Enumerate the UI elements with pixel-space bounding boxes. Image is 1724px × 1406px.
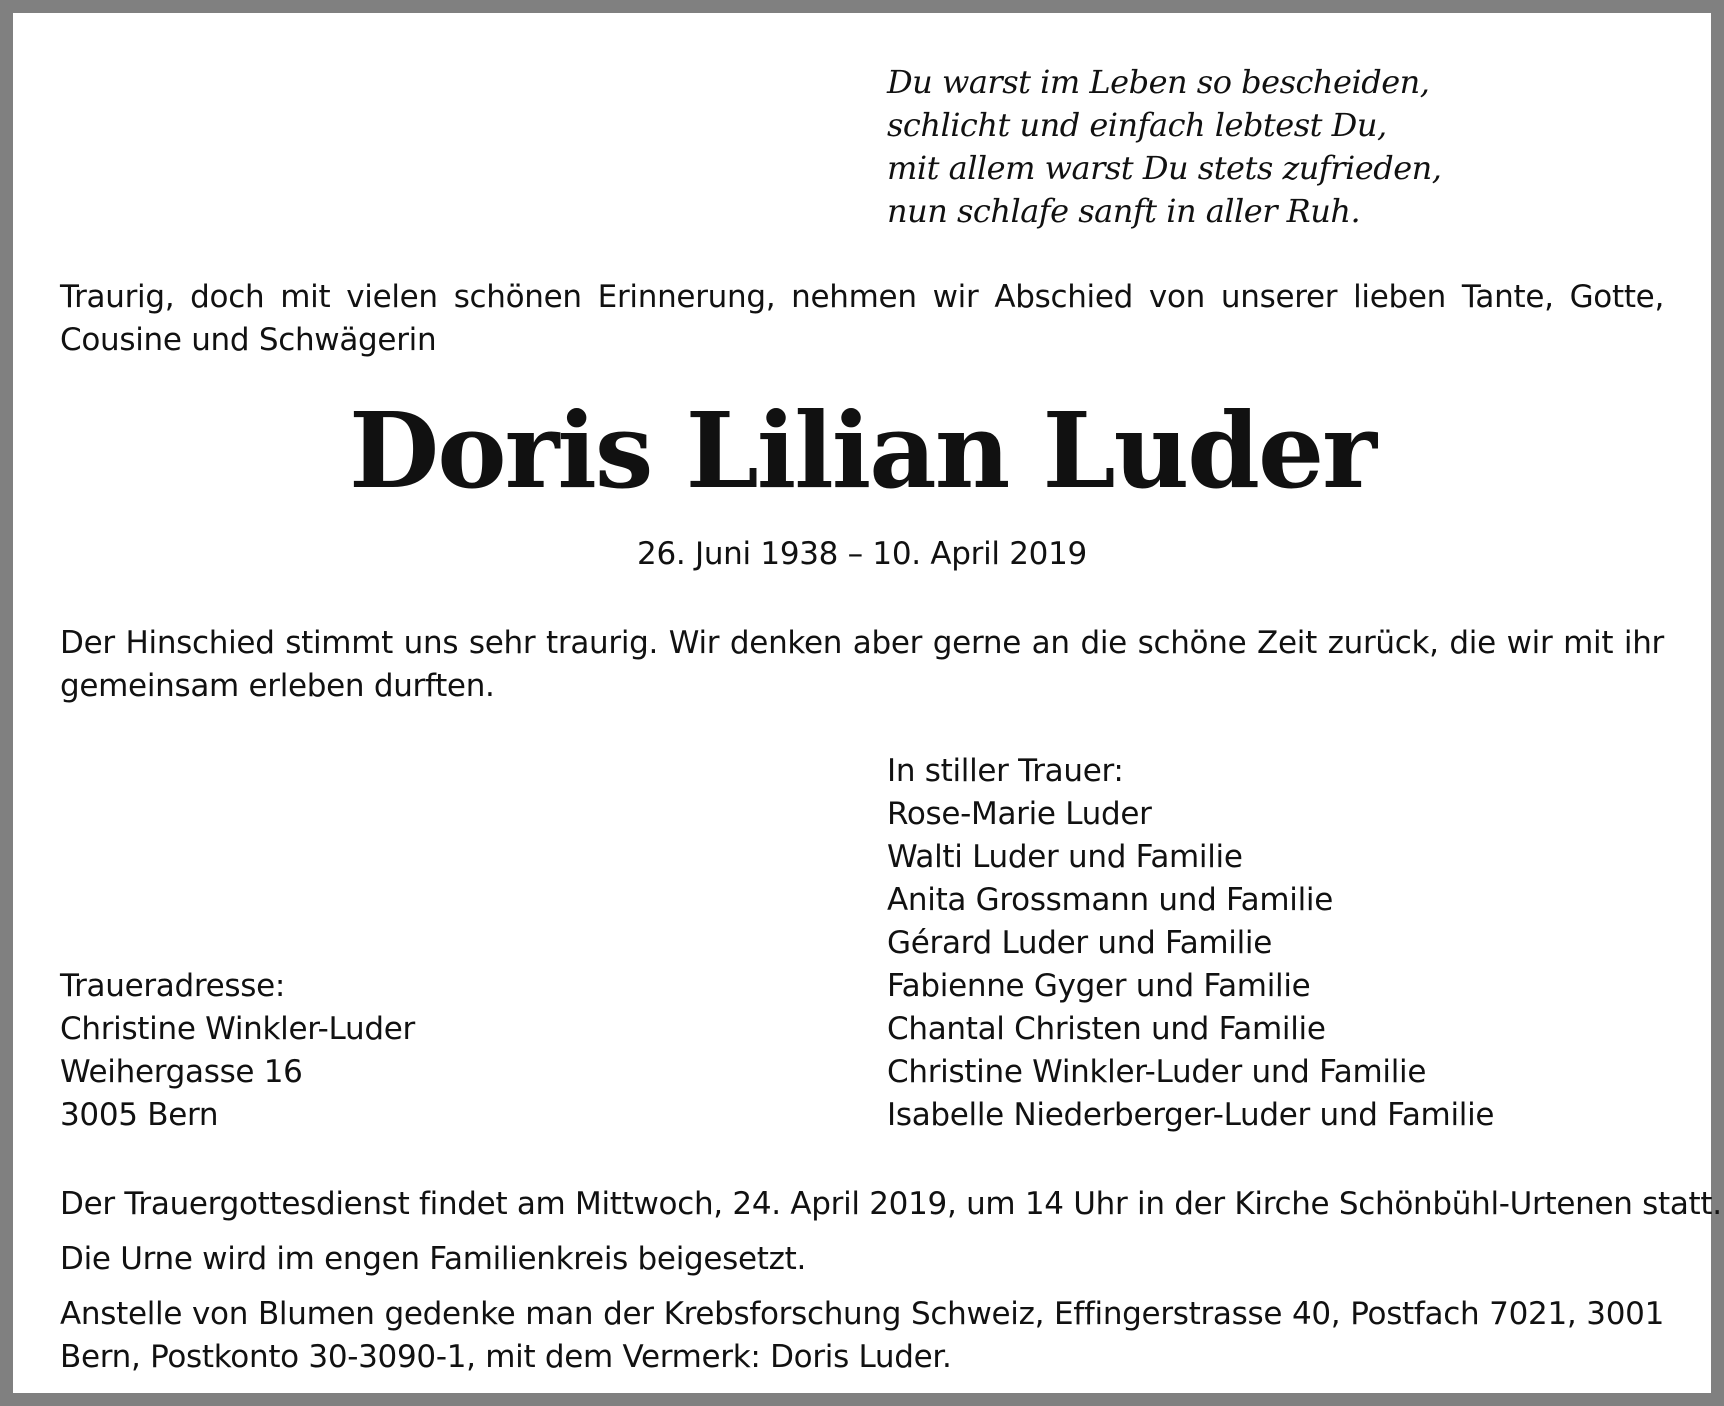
mourner-name: Fabienne Gyger und Familie (887, 968, 1311, 1004)
poem-line: nun schlafe sanft in aller Ruh. (887, 192, 1361, 230)
mourners-list (887, 750, 1494, 1137)
mourner-name: Isabelle Niederberger-Luder und Familie (887, 1097, 1495, 1133)
service-info: Der Trauergottesdienst findet am Mittwoch, 24. April 2019, um 14 Uhr in der Kirche Schönbühl-Urtenen statt. (60, 1186, 1722, 1222)
donation-info: Anstelle von Blumen gedenke man der Krebsforschung Schweiz, Effingerstrasse 40, Postfach 7021, 3001 Bern, Postkonto 30-3090-1, mit dem Vermerk: Doris Luder. (60, 1296, 1664, 1375)
mourner-name: Chantal Christen und Familie (887, 1011, 1326, 1047)
mourner-name: Gérard Luder und Familie (887, 925, 1273, 961)
address-label: Traueradresse: (60, 968, 286, 1004)
mourner-name: Rose-Marie Luder (887, 796, 1152, 832)
mourning-address (60, 965, 415, 1137)
address-line: Weihergasse 16 (60, 1054, 303, 1090)
mourner-name: Anita Grossmann und Familie (887, 882, 1333, 918)
poem-line: schlicht und einfach lebtest Du, (887, 106, 1387, 144)
poem-line: Du warst im Leben so bescheiden, (887, 63, 1430, 101)
mourner-name: Walti Luder und Familie (887, 839, 1243, 875)
mourners-heading: In stiller Trauer: (887, 753, 1124, 789)
address-line: 3005 Bern (60, 1097, 219, 1133)
intro-text: Traurig, doch mit vielen schönen Erinnerung, nehmen wir Abschied von unserer lieben Tante, Gotte, Cousine und Schwägerin (60, 279, 1664, 358)
deceased-name: Doris Lilian Luder (349, 389, 1375, 512)
life-dates: 26. Juni 1938 – 10. April 2019 (637, 536, 1087, 572)
obituary-card (13, 13, 1722, 1393)
poem (887, 61, 1441, 233)
condolence-text: Der Hinschied stimmt uns sehr traurig. Wir denken aber gerne an die schöne Zeit zurück, die wir mit ihr gemeinsam erleben durften. (60, 625, 1664, 704)
address-line: Christine Winkler-Luder (60, 1011, 415, 1047)
urn-info: Die Urne wird im engen Familienkreis beigesetzt. (60, 1241, 807, 1277)
mourner-name: Christine Winkler-Luder und Familie (887, 1054, 1427, 1090)
poem-line: mit allem warst Du stets zufrieden, (887, 149, 1442, 187)
